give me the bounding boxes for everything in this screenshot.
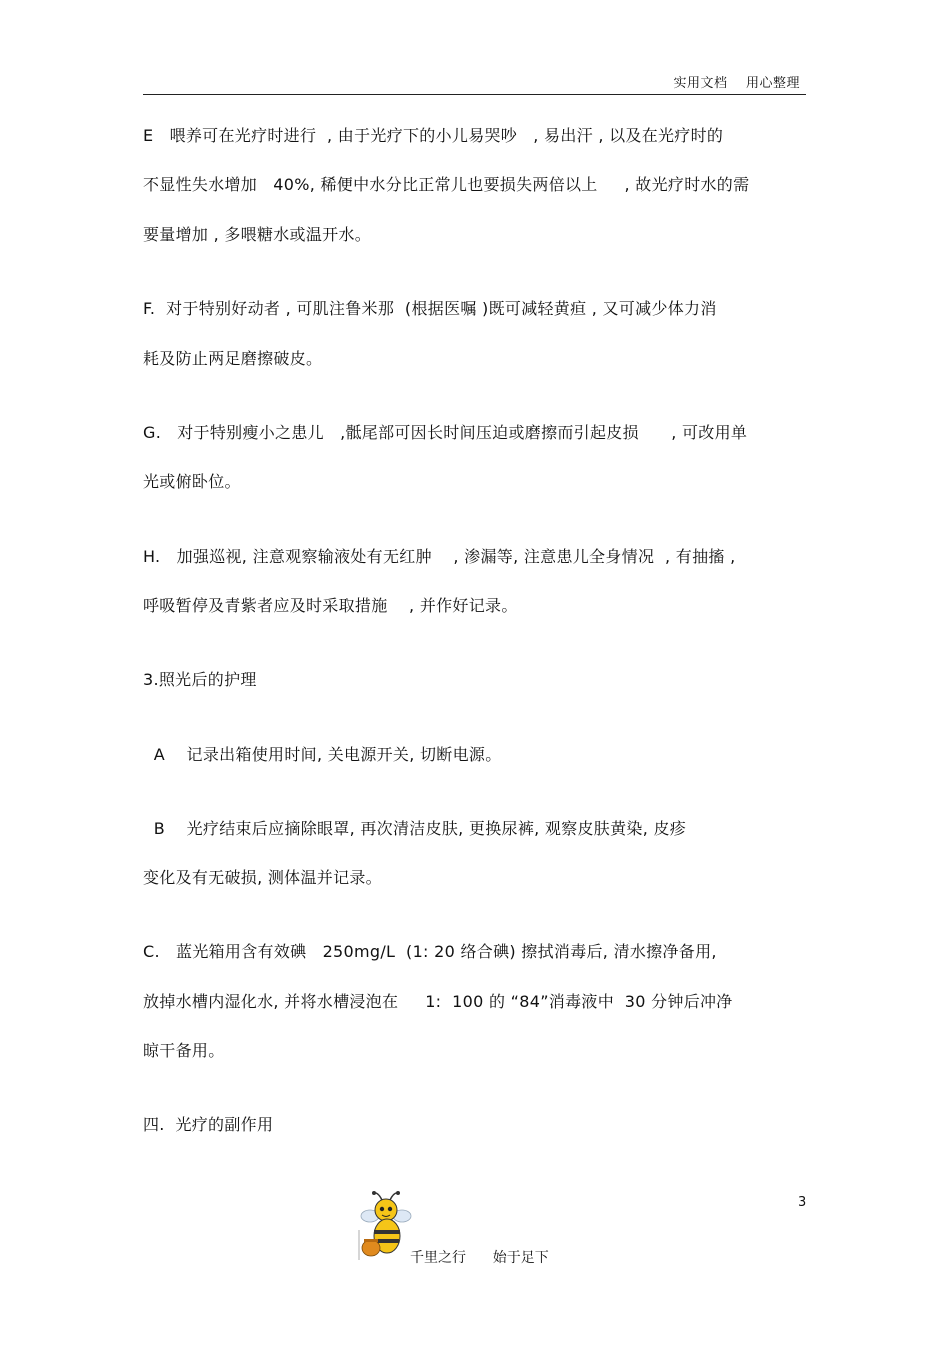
paragraph-line: 放掉水槽内湿化水, 并将水槽浸泡在 1: 100 的 “84”消毒液中 30 分钟后冲净	[143, 992, 733, 1011]
paragraph-line: B 光疗结束后应摘除眼罩, 再次清洁皮肤, 更换尿裤, 观察皮肤黄染, 皮疹	[143, 819, 687, 838]
section-heading: 四. 光疗的副作用	[143, 1115, 274, 1134]
paragraph-line: A 记录出箱使用时间, 关电源开关, 切断电源。	[143, 745, 502, 764]
page-number: 3	[798, 1195, 807, 1210]
footer-text: 千里之行 始于足下	[410, 1250, 549, 1266]
paragraph-line: 要量增加 , 多喂糖水或温开水。	[143, 225, 372, 244]
bee-mascot-icon	[356, 1190, 414, 1262]
paragraph-line: 呼吸暂停及青紫者应及时采取措施 , 并作好记录。	[143, 596, 518, 615]
paragraph-line: 变化及有无破损, 测体温并记录。	[143, 868, 382, 887]
paragraph-line: 耗及防止两足磨擦破皮。	[143, 349, 323, 368]
paragraph-line: C. 蓝光箱用含有效碘 250mg/L (1: 20 络合碘) 擦拭消毒后, 清水擦净备用,	[143, 942, 717, 961]
paragraph-line: 晾干备用。	[143, 1041, 225, 1060]
page-header	[143, 70, 806, 95]
section-heading: 3.照光后的护理	[143, 670, 257, 689]
paragraph-line: F. 对于特别好动者 , 可肌注鲁米那 (根据医嘱 )既可减轻黄疸 , 又可减少体力消	[143, 299, 717, 318]
paragraph-line: H. 加强巡视, 注意观察输液处有无红肿 , 渗漏等, 注意患儿全身情况 , 有抽搐 ,	[143, 547, 736, 566]
paragraph-line: 不显性失水增加 40%, 稀便中水分比正常儿也要损失两倍以上 , 故光疗时水的需	[143, 175, 750, 194]
paragraph-line: E 喂养可在光疗时进行 , 由于光疗下的小儿易哭吵 , 易出汗 , 以及在光疗时的	[143, 126, 724, 145]
header-text: 实用文档 用心整理	[673, 76, 800, 91]
paragraph-line: 光或俯卧位。	[143, 472, 241, 491]
paragraph-line: G. 对于特别瘦小之患儿 ,骶尾部可因长时间压迫或磨擦而引起皮损 , 可改用单	[143, 423, 748, 442]
